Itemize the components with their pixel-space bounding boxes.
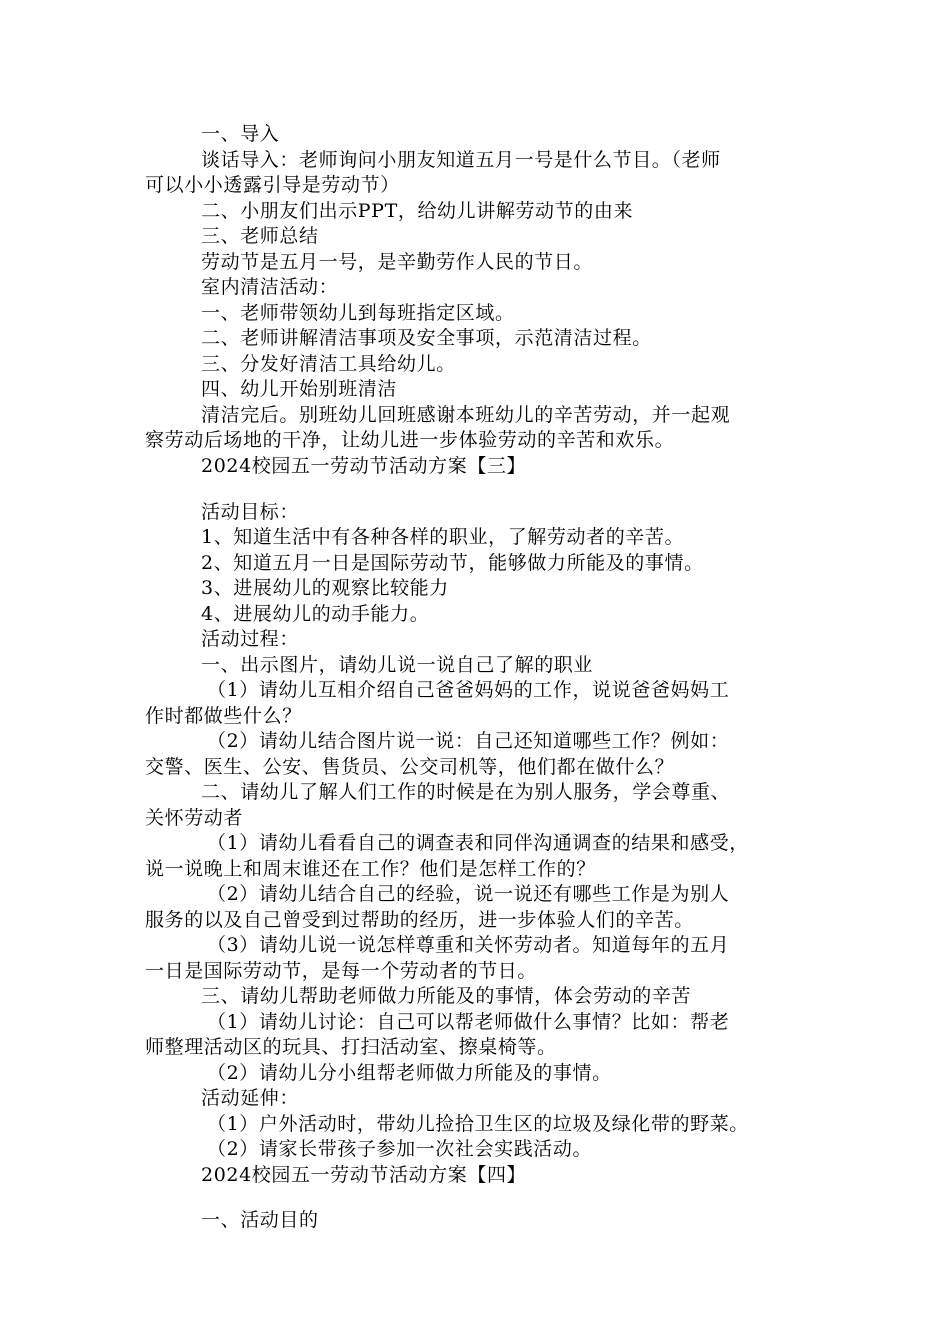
sub-list-item: （2）请幼儿分小组帮老师做力所能及的事情。 — [207, 1062, 612, 1084]
sub-list-item: （1）请幼儿互相介绍自己爸爸妈妈的工作，说说爸爸妈妈工 — [207, 679, 730, 701]
paragraph-line: 劳动节是五月一号，是辛勤劳作人民的节日。 — [201, 251, 594, 273]
sub-list-item: （3）请幼儿说一说怎样尊重和关怀劳动者。知道每年的五月 — [207, 934, 730, 956]
list-item: 四、幼儿开始别班清洁 — [201, 378, 398, 400]
paragraph-line: 一日是国际劳动节，是每一个劳动者的节日。 — [145, 960, 538, 982]
paragraph-line: 师整理活动区的玩具、打扫活动室、擦桌椅等。 — [145, 1036, 557, 1058]
section-heading-intro: 一、导入 — [201, 123, 280, 145]
section-title-three: 2024校园五一劳动节活动方案【三】 — [201, 455, 527, 477]
section-heading: 活动过程： — [201, 628, 300, 650]
section-title-four: 2024校园五一劳动节活动方案【四】 — [201, 1164, 527, 1186]
list-item: 二、老师讲解清洁事项及安全事项，示范清洁过程。 — [201, 327, 652, 349]
section-heading: 室内清洁活动： — [201, 276, 339, 298]
paragraph-line: 交警、医生、公安、售货员、公交司机等，他们都在做什么？ — [145, 756, 675, 778]
section-heading: 活动延伸： — [201, 1087, 300, 1109]
list-item: 一、老师带领幼儿到每班指定区域。 — [201, 302, 515, 324]
list-item: 一、出示图片，请幼儿说一说自己了解的职业 — [201, 654, 594, 676]
section-heading: 一、活动目的 — [201, 1209, 319, 1231]
section-heading: 活动目标： — [201, 501, 300, 523]
sub-list-item: （1）请幼儿看看自己的调查表和同伴沟通调查的结果和感受， — [207, 832, 749, 854]
paragraph-line: 可以小小透露引导是劳动节） — [145, 174, 400, 196]
sub-list-item: （2）请幼儿结合图片说一说：自己还知道哪些工作？例如： — [207, 730, 730, 752]
paragraph-line: 谈话导入：老师询问小朋友知道五月一号是什么节目。（老师 — [201, 149, 721, 171]
list-item: 1、知道生活中有各种各样的职业，了解劳动者的辛苦。 — [201, 526, 685, 548]
paragraph-line: 作时都做些什么？ — [145, 705, 302, 727]
paragraph-line: 关怀劳动者 — [145, 807, 244, 829]
list-item: 4、进展幼儿的动手能力。 — [201, 603, 430, 625]
list-item: 三、老师总结 — [201, 225, 319, 247]
paragraph-line: 清洁完后。别班幼儿回班感谢本班幼儿的辛苦劳动，并一起观 — [201, 404, 731, 426]
sub-list-item: （2）请幼儿结合自己的经验，说一说还有哪些工作是为别人 — [207, 883, 730, 905]
list-item: 三、分发好清洁工具给幼儿。 — [201, 353, 456, 375]
list-item: 2、知道五月一日是国际劳动节，能够做力所能及的事情。 — [201, 552, 704, 574]
sub-list-item: （1）户外活动时，带幼儿捡拾卫生区的垃圾及绿化带的野菜。 — [207, 1113, 749, 1135]
paragraph-line: 服务的以及自己曾受到过帮助的经历，进一步体验人们的辛苦。 — [145, 909, 694, 931]
list-item: 二、小朋友们出示PPT，给幼儿讲解劳动节的由来 — [201, 200, 634, 222]
paragraph-line: 说一说晚上和周末谁还在工作？他们是怎样工作的？ — [145, 858, 596, 880]
paragraph-line: 察劳动后场地的干净，让幼儿进一步体验劳动的辛苦和欢乐。 — [145, 429, 675, 451]
list-item: 二、请幼儿了解人们工作的时候是在为别人服务，学会尊重、 — [201, 781, 731, 803]
list-item: 3、进展幼儿的观察比较能力 — [201, 577, 449, 599]
sub-list-item: （2）请家长带孩子参加一次社会实践活动。 — [207, 1138, 593, 1160]
sub-list-item: （1）请幼儿讨论：自己可以帮老师做什么事情？比如：帮老 — [207, 1011, 730, 1033]
list-item: 三、请幼儿帮助老师做力所能及的事情，体会劳动的辛苦 — [201, 985, 692, 1007]
